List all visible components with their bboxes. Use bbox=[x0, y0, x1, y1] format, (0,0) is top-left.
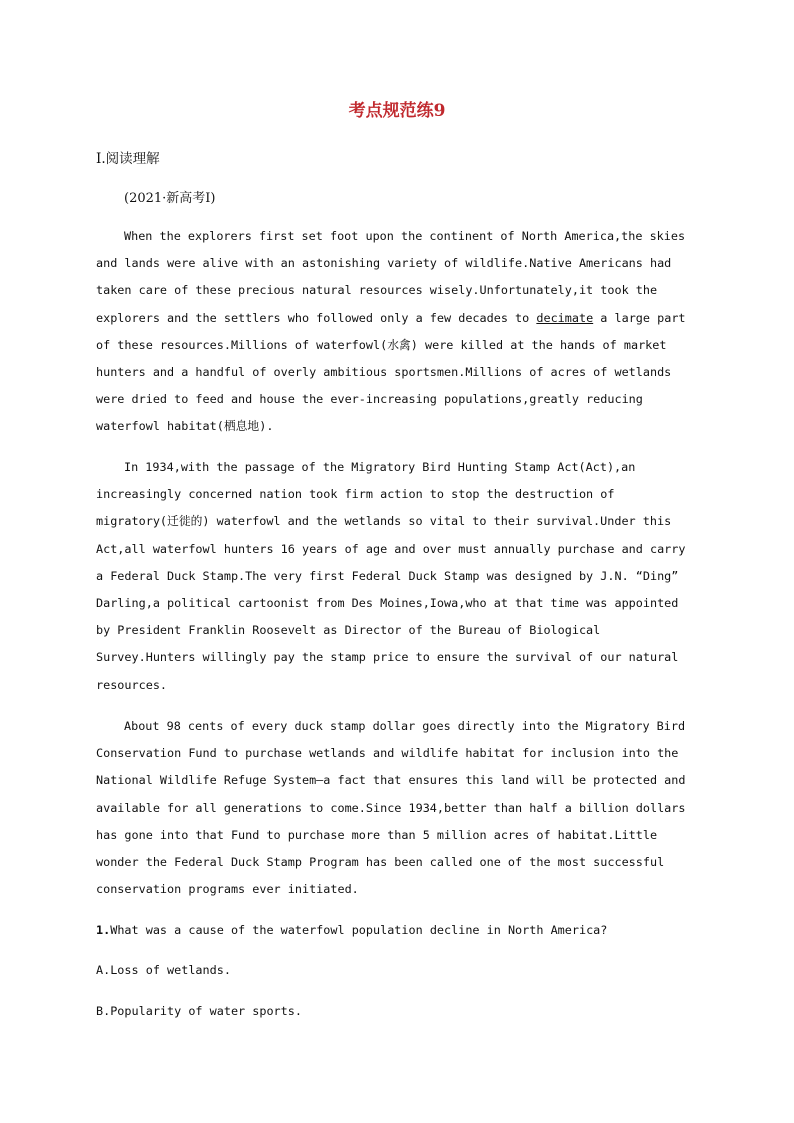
option-a: A.Loss of wetlands. bbox=[96, 963, 231, 977]
paragraph-1-text-before: When the explorers first set foot upon the continent of North America,the skies and lands were alive with an astonishing variety of wildlife.Native Americans had taken care of these precious natural resources wisely.Unfortunately,it took the explorers and the settlers who followed only a few decades to bbox=[96, 229, 686, 325]
paragraph-1-text-after: a large part of these resources.Millions of waterfowl(水禽) were killed at the hands of market hunters and a handful of overly ambitious sportsmen.Millions of acres of wetlands were dried to feed and house the ever-increasing populations,greatly reducing waterfowl habitat(栖息地). bbox=[96, 310, 686, 434]
passage-paragraph-1 bbox=[96, 223, 696, 441]
question-number: 1. bbox=[96, 923, 111, 937]
question-text: What was a cause of the waterfowl population decline in North America? bbox=[110, 923, 608, 937]
passage-source: (2021·新高考Ⅰ) bbox=[124, 191, 216, 206]
underlined-word: decimate bbox=[536, 310, 594, 325]
question-1 bbox=[96, 923, 607, 937]
section-heading: Ⅰ.阅读理解 bbox=[96, 151, 160, 167]
page-title: 考点规范练9 bbox=[348, 101, 446, 121]
passage-paragraph-2: In 1934,with the passage of the Migratory Bird Hunting Stamp Act(Act),an increasingly concerned nation took firm action to stop the destruction of migratory(迁徙的) waterfowl and the wetlands so vital to their survival.Under this Act,all waterfowl hunters 16 years of age and over must annually purchase and carry a Federal Duck Stamp.The very first Federal Duck Stamp was designed by J.N. “Ding” Darling,a political cartoonist from Des Moines,Iowa,who at that time was appointed by President Franklin Roosevelt as Director of the Bureau of Biological Survey.Hunters willingly pay the stamp price to ensure the survival of our natural resources. bbox=[96, 460, 686, 692]
passage-paragraph-3: About 98 cents of every duck stamp dollar goes directly into the Migratory Bird Conservation Fund to purchase wetlands and wildlife habitat for inclusion into the National Wildlife Refuge System—a fact that ensures this land will be protected and available for all generations to come.Since 1934,better than half a billion dollars has gone into that Fund to purchase more than 5 million acres of habitat.Little wonder the Federal Duck Stamp Program has been called one of the most successful conservation programs ever initiated. bbox=[96, 719, 686, 897]
option-b: B.Popularity of water sports. bbox=[96, 1004, 302, 1018]
